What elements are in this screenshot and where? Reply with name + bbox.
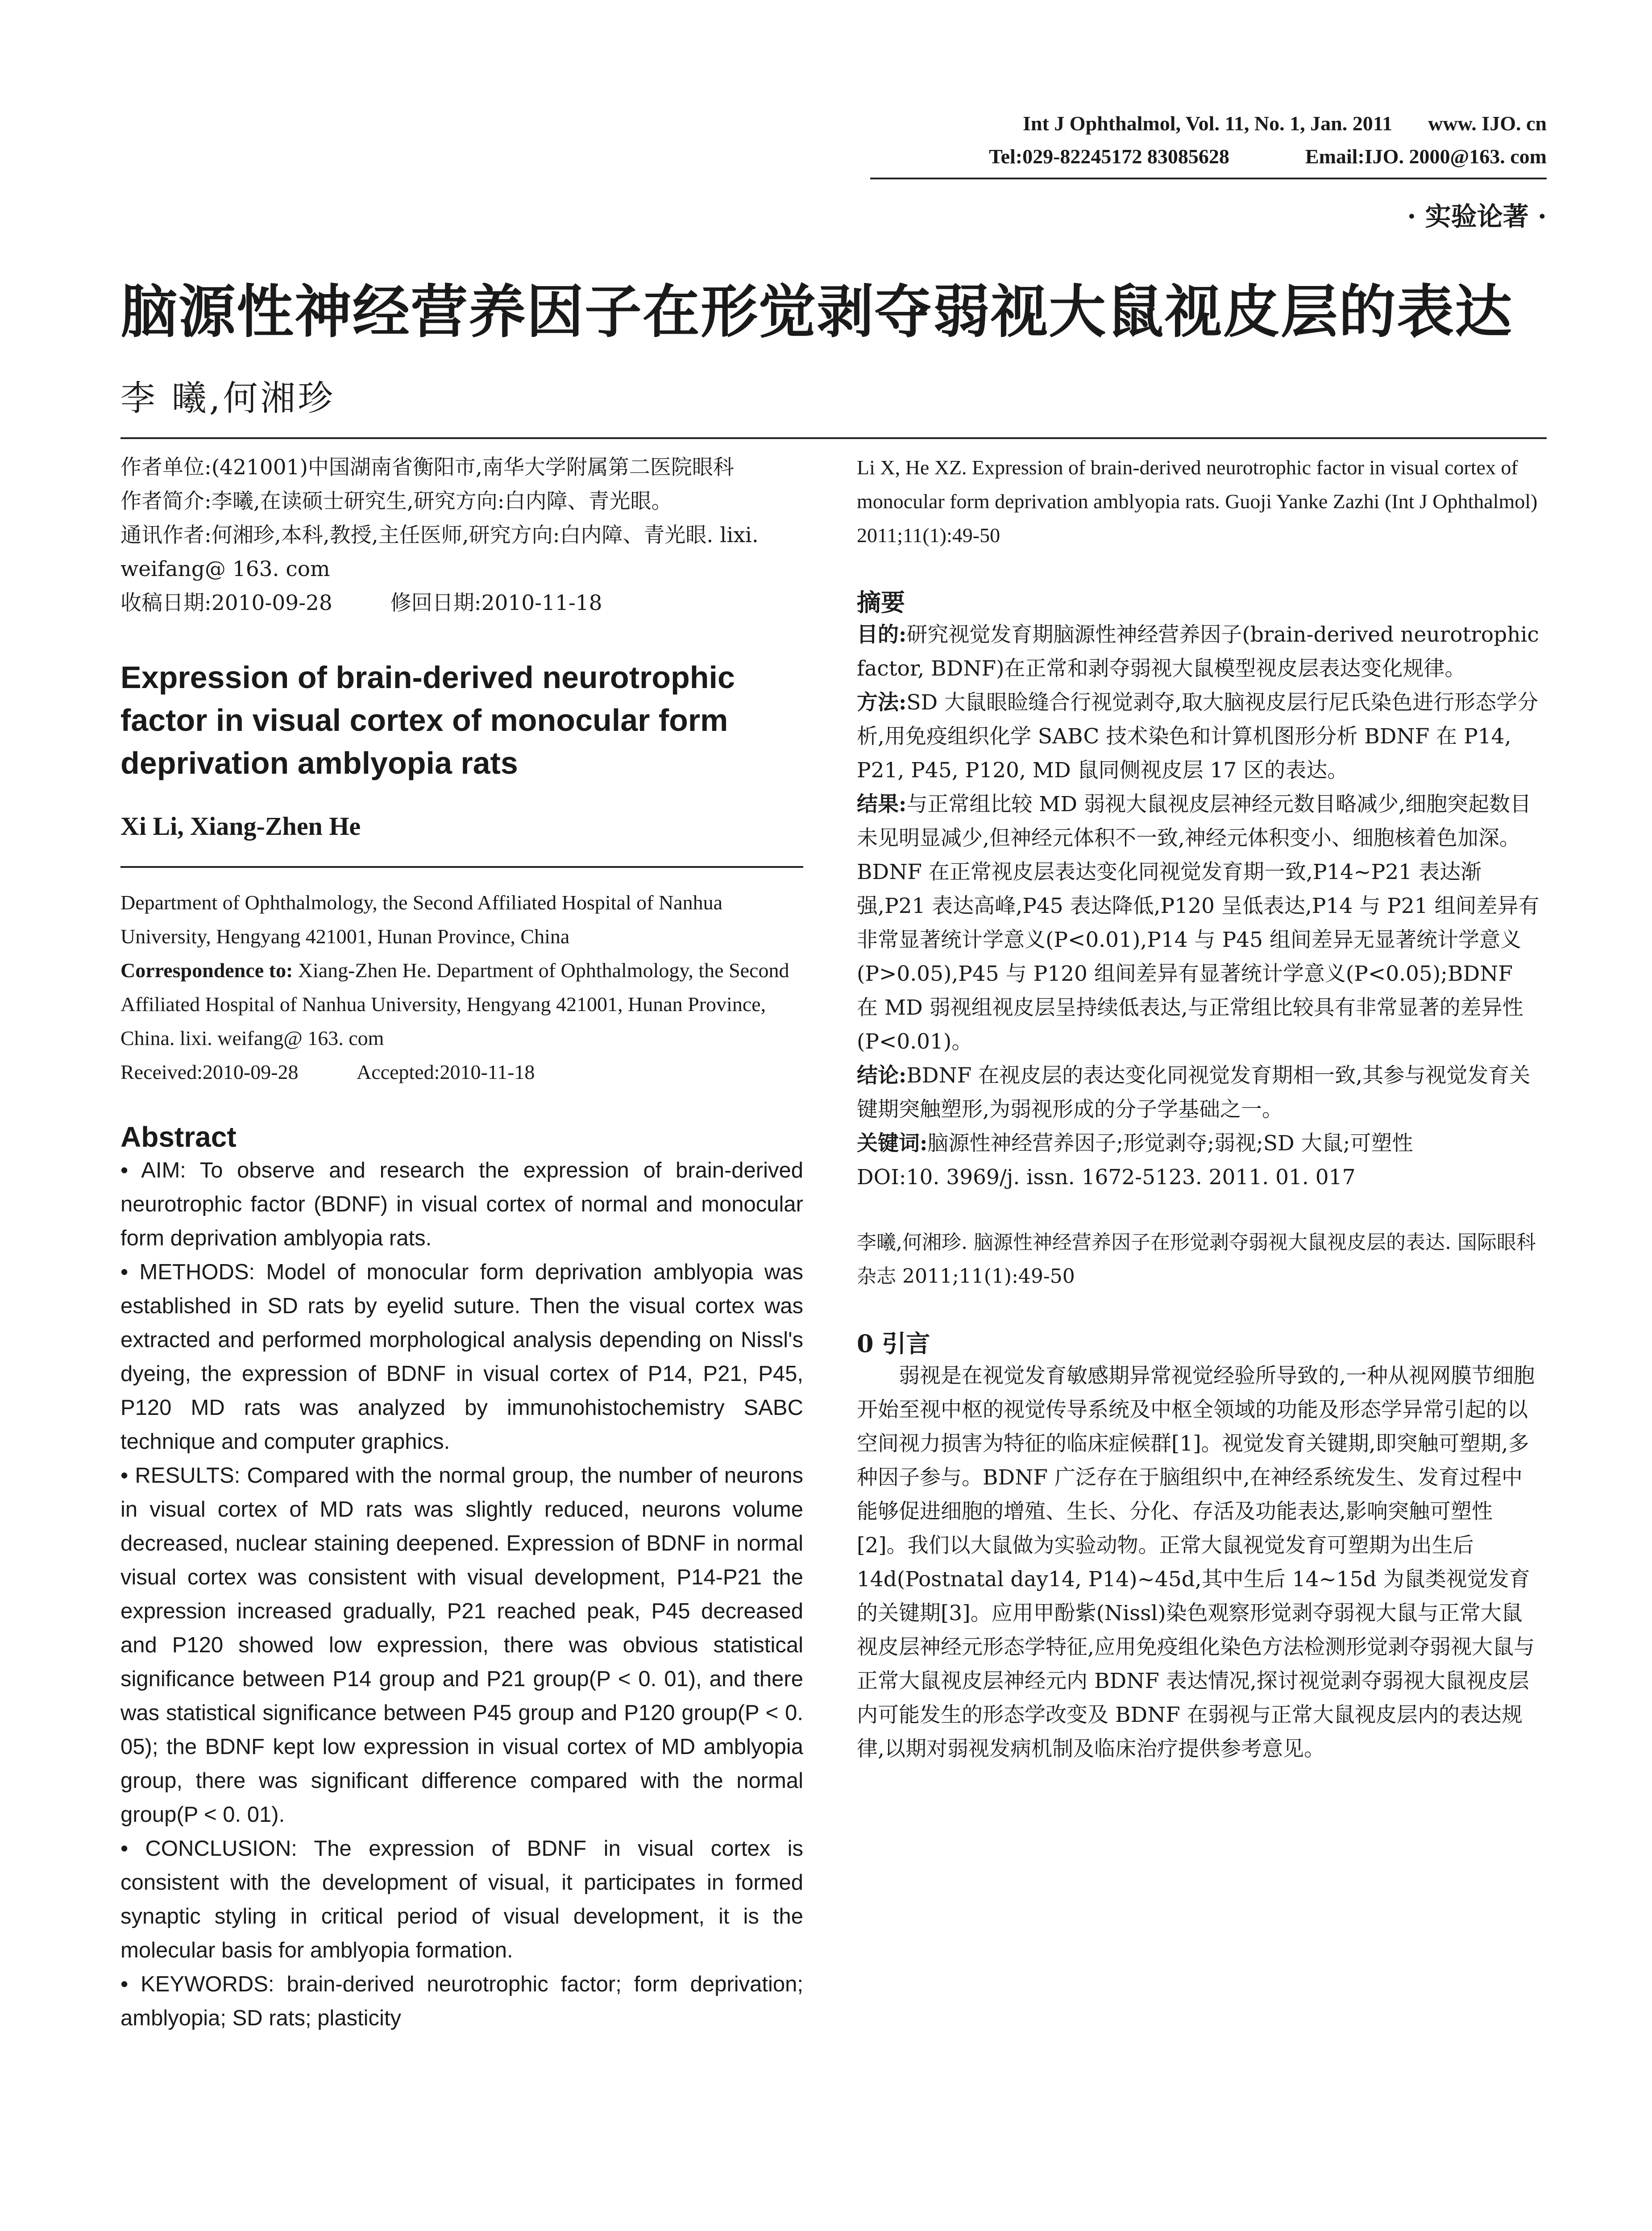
abstract-conclusion: • CONCLUSION: The expression of BDNF in visual cortex is consistent with the development of visual, it participates in formed synaptic styling in critical period of visual development, it is the molecular basis for amblyopia formation. [120,1837,803,1962]
journal-email: Email:IJO. 2000@163. com [1305,145,1547,168]
dates-en [120,1055,803,1089]
right-column [857,451,1540,1766]
affiliation-zh: 作者单位:(421001)中国湖南省衡阳市,南华大学附属第二医院眼科 [120,455,734,480]
left-column [120,451,803,2035]
dates-zh [120,586,803,620]
section-tag: · 实验论著 · [1407,201,1547,232]
running-header [989,107,1547,173]
zh-methods [857,686,1540,788]
objective-text: 研究视觉发育期脑源性神经营养因子(brain-derived neurotrophic factor, BDNF)在正常和剥夺弱视大鼠模型视皮层表达变化规律。 [857,622,1539,681]
conclusion-text: BDNF 在视皮层的表达变化同视觉发育期相一致,其参与视觉发育关键期突触塑形,为弱视形成的分子学基础之一。 [857,1063,1531,1122]
results-text: 与正常组比较 MD 弱视大鼠视皮层神经元数目略减少,细胞突起数目未见明显减少,但神经元体积不一致,神经元体积变小、细胞核着色加深。BDNF 在正常视皮层表达变化同视觉发育期一致,P14~P21 表达渐强,P21 表达高峰,P45 表达降低,P120 呈低表达,P14 与 P21 组间差异有非常显著统计学意义(P<0.01),P14 与 P45 组间差异无显著统计学意义(P>0.05),P45 与 P120 组间差异有显著统计学意义(P<0.05);BDNF 在 MD 弱视组视皮层呈持续低表达,与正常组比较具有非常显著的差异性(P<0.01)。 [857,792,1540,1054]
objective-label: 目的: [857,622,907,647]
abstract-keywords: • KEYWORDS: brain-derived neurotrophic factor; form deprivation; amblyopia; SD rats; plasticity [120,1972,803,2030]
abstract-aim: • AIM: To observe and research the expression of brain-derived neurotrophic factor (BDNF) in visual cortex of normal and monocular form deprivation amblyopia rats. [120,1158,803,1250]
zh-keywords [857,1127,1540,1161]
abstract-heading: Abstract [120,1121,237,1153]
revised-zh: 修回日期:2010-11-18 [390,591,602,615]
correspondence-en [120,954,803,1055]
accepted-en: Accepted:2010-11-18 [357,1061,535,1083]
conclusion-label: 结论: [857,1063,907,1088]
citation-zh: 李曦,何湘珍. 脑源性神经营养因子在形觉剥夺弱视大鼠视皮层的表达. 国际眼科杂志 2011;11(1):49-50 [857,1231,1536,1288]
correspondence-text: Xiang-Zhen He. Department of Ophthalmology, the Second Affiliated Hospital of Nanhua University, Hengyang 421001, Hunan Province, China. lixi. weifang@ 163. com [120,959,789,1049]
journal-citation: Int J Ophthalmol, Vol. 11, No. 1, Jan. 2011 [1022,112,1393,135]
citation-en: Li X, He XZ. Expression of brain-derived neurotrophic factor in visual cortex of monocular form deprivation amblyopia rats. Guoji Yanke Zazhi (Int J Ophthalmol) 2011;11(1):49-50 [857,456,1538,547]
keywords-text: 脑源性神经营养因子;形觉剥夺;弱视;SD 大鼠;可塑性 [927,1131,1413,1156]
doi: DOI:10. 3969/j. issn. 1672-5123. 2011. 01. 017 [857,1165,1356,1190]
zh-results [857,788,1540,1059]
methods-text: SD 大鼠眼睑缝合行视觉剥夺,取大脑视皮层行尼氏染色进行形态学分析,用免疫组织化学 SABC 技术染色和计算机图形分析 BDNF 在 P14, P21, P45, P120, MD 鼠同侧视皮层 17 区的表达。 [857,690,1539,783]
received-zh: 收稿日期:2010-09-28 [120,591,332,615]
title-rule [120,437,1547,439]
en-authors: Xi Li, Xiang-Zhen He [120,812,361,841]
journal-website: www. IJO. cn [1428,112,1547,135]
journal-tel: Tel:029-82245172 83085628 [989,145,1229,168]
authors-rule [120,866,803,868]
zh-conclusion [857,1059,1540,1127]
zh-objective [857,618,1540,686]
zh-abstract-heading: 摘要 [857,588,905,617]
received-en: Received:2010-09-28 [120,1061,299,1083]
abstract-results: • RESULTS: Compared with the normal group, the number of neurons in visual cortex of MD rats was slightly reduced, neurons volume decreased, nuclear staining deepened. Expression of BDNF in normal visual cortex was consistent with visual development, P14-P21 the expression increased gradually, P21 reached peak, P45 decreased and P120 showed low expression, there was obvious statistical significance between P14 group and P21 group(P < 0. 01), and there was statistical significance between P45 group and P120 group(P < 0. 05); the BDNF kept low expression in visual cortex of MD amblyopia group, there was significant difference compared with the normal group(P < 0. 01). [120,1464,803,1827]
zh-title: 脑源性神经营养因子在形觉剥夺弱视大鼠视皮层的表达 [120,278,1513,345]
results-label: 结果: [857,792,907,817]
correspondence-label: Correspondence to: [120,959,293,982]
department-en: Department of Ophthalmology, the Second Affiliated Hospital of Nanhua University, Hengyang 421001, Hunan Province, China [120,891,723,948]
zh-authors: 李 曦,何湘珍 [120,378,336,419]
abstract-methods: • METHODS: Model of monocular form deprivation amblyopia was established in SD rats by eyelid suture. Then the visual cortex was extracted and performed morphological analysis depending on Nissl's dyeing, the expression of BDNF in visual cortex of P14, P21, P45, P120 MD rats was analyzed by immunohistochemistry SABC technique and computer graphics. [120,1260,803,1454]
header-rule [870,178,1547,179]
en-title: Expression of brain-derived neurotrophic factor in visual cortex of monocular form deprivation amblyopia rats [120,660,735,780]
intro-heading: 0 引言 [857,1329,930,1358]
correspondence-zh: 通讯作者:何湘珍,本科,教授,主任医师,研究方向:白内障、青光眼. lixi. weifang@ 163. com [120,523,759,581]
keywords-label: 关键词: [857,1131,928,1156]
intro-text: 弱视是在视觉发育敏感期异常视觉经验所导致的,一种从视网膜节细胞开始至视中枢的视觉传导系统及中枢全领域的功能及形态学异常引起的以空间视力损害为特征的临床症候群[1]。视觉发育关键期,即突触可塑期,多种因子参与。BDNF 广泛存在于脑组织中,在神经系统发生、发育过程中能够促进细胞的增殖、生长、分化、存活及功能表达,影响突触可塑性[2]。我们以大鼠做为实验动物。正常大鼠视觉发育可塑期为出生后 14d(Postnatal day14, P14)~45d,其中生后 14~15d 为鼠类视觉发育的关键期[3]。应用甲酚紫(Nissl)染色观察形觉剥夺弱视大鼠与正常大鼠视皮层神经元形态学特征,应用免疫组化染色方法检测形觉剥夺弱视大鼠与正常大鼠视皮层神经元内 BDNF 表达情况,探讨视觉剥夺弱视大鼠视皮层内可能发生的形态学改变及 BDNF 在弱视与正常大鼠视皮层内的表达规律,以期对弱视发病机制及临床治疗提供参考意见。 [857,1364,1535,1761]
author-intro-zh: 作者简介:李曦,在读硕士研究生,研究方向:白内障、青光眼。 [120,489,672,514]
methods-label: 方法: [857,690,907,715]
